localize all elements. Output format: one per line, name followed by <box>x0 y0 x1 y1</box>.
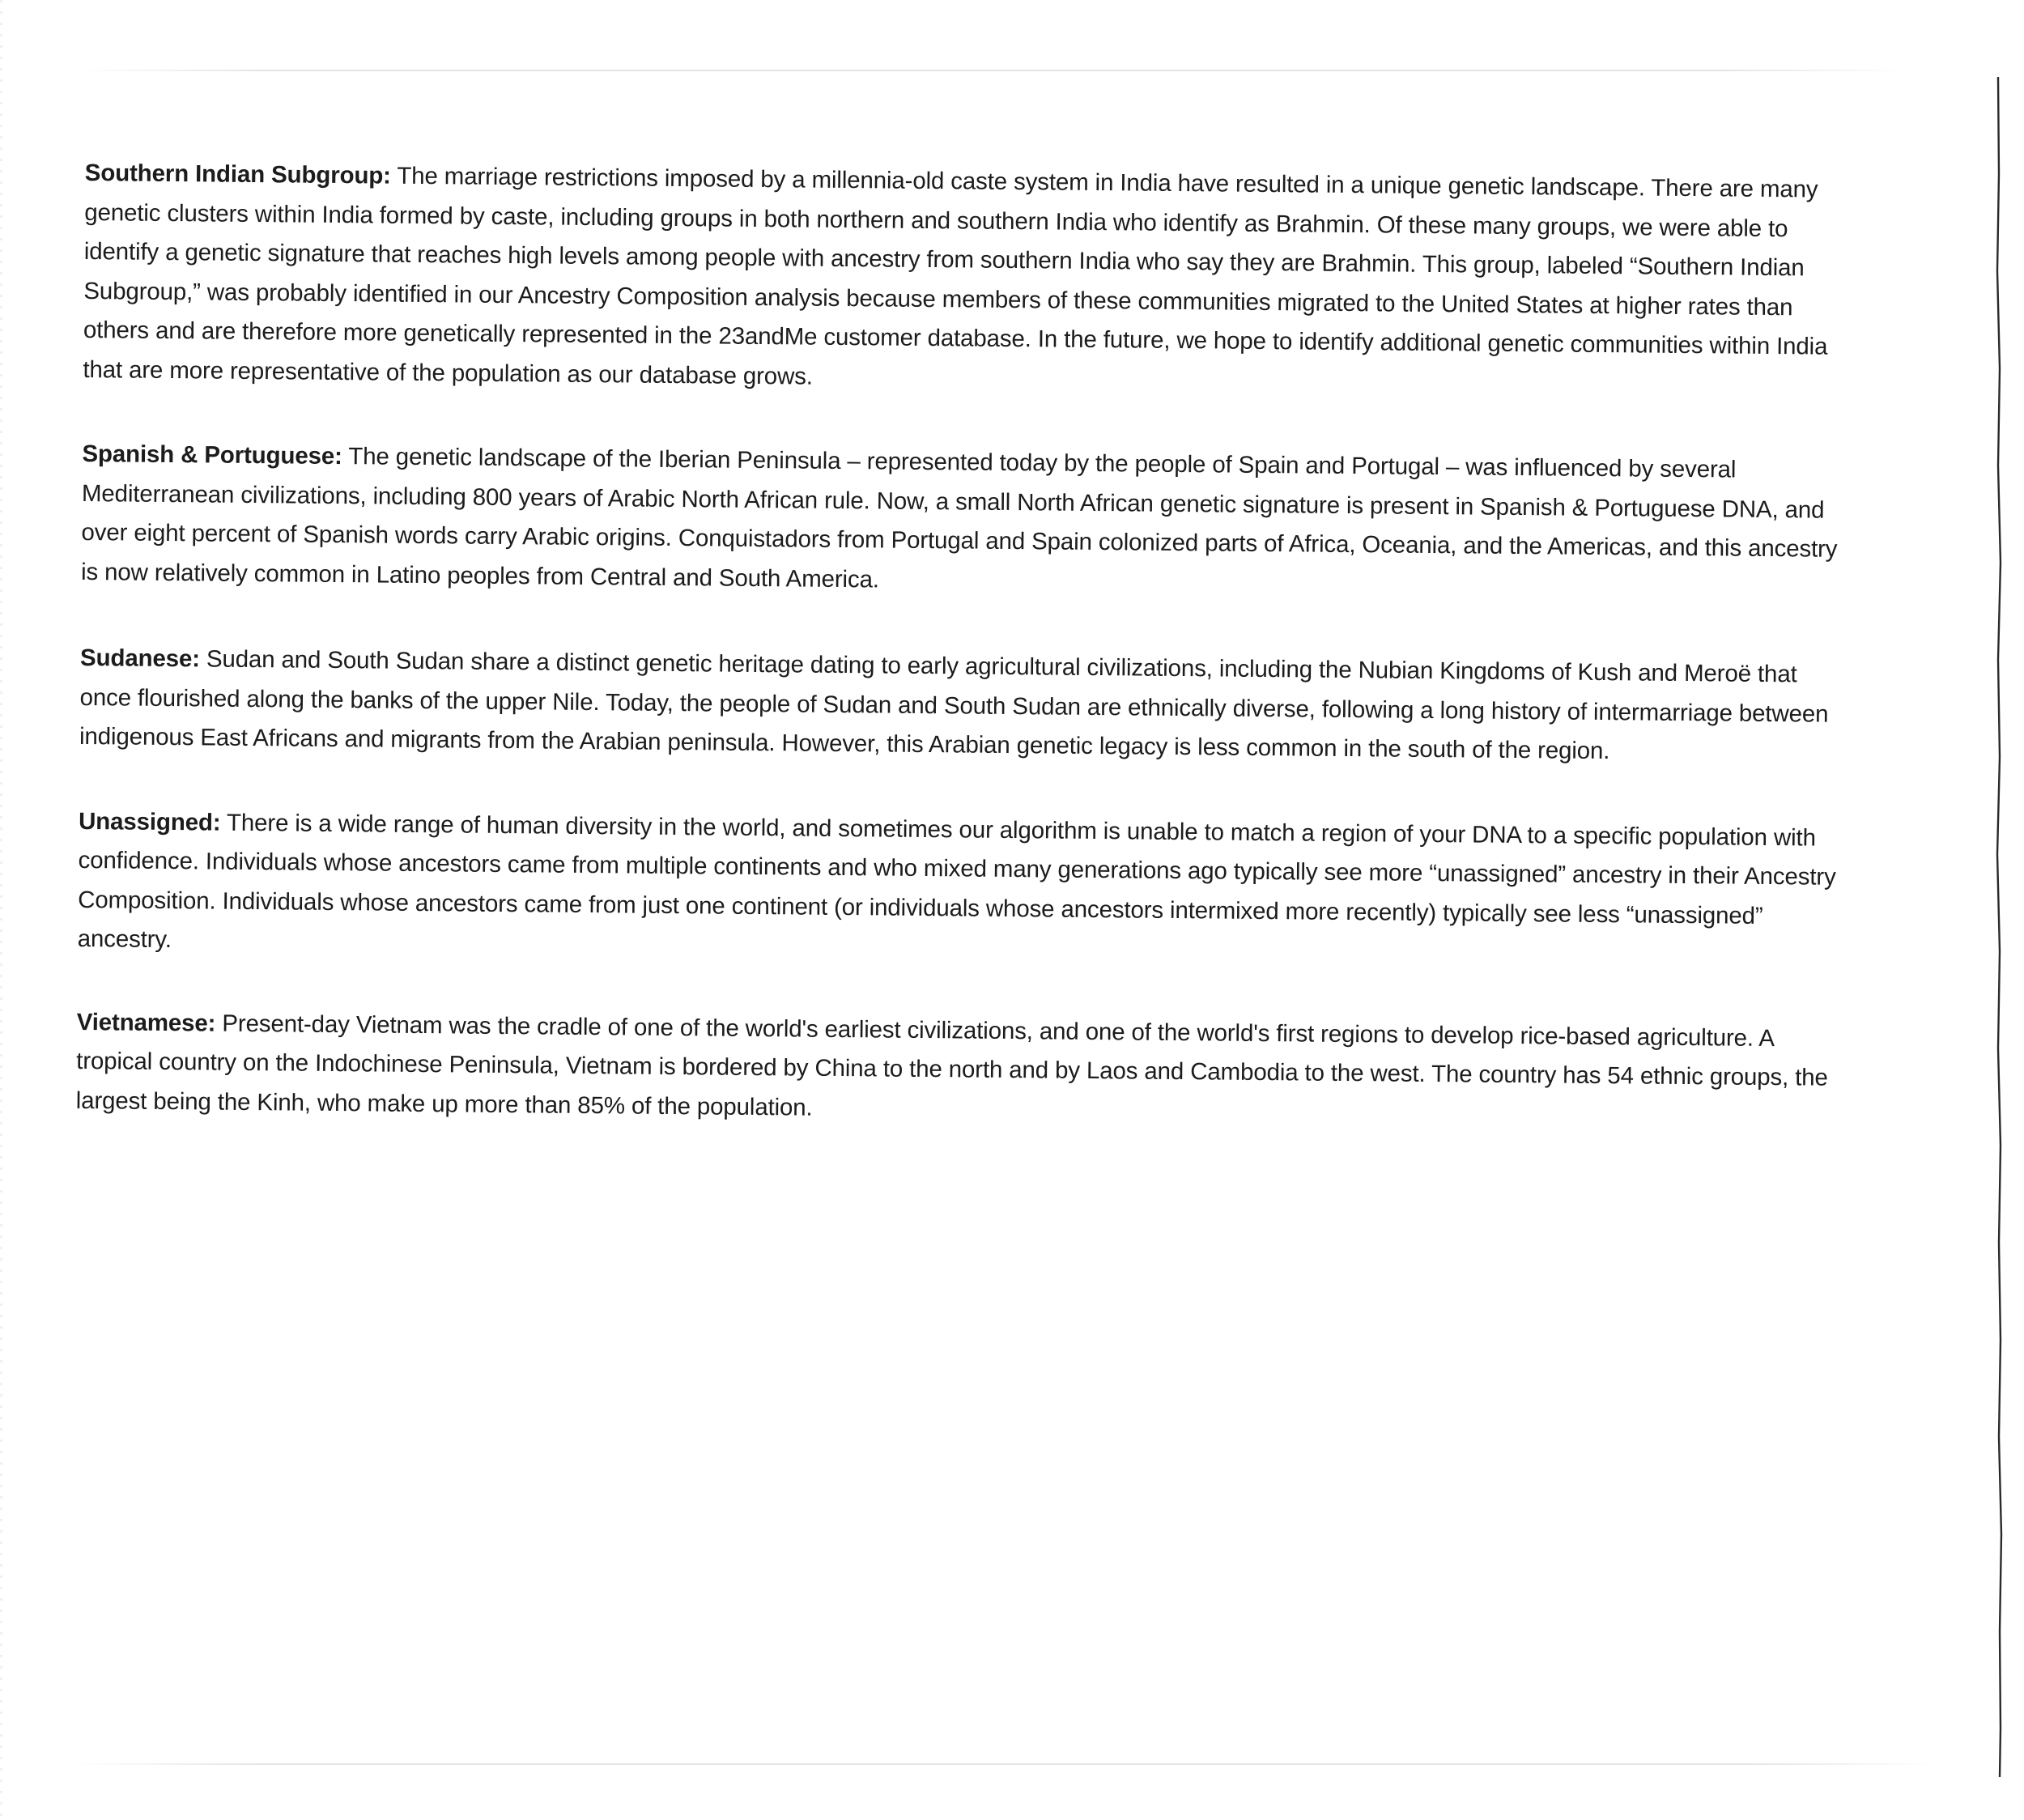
term-description: The genetic landscape of the Iberian Peninsula – represented today by the people of Spain and Portugal – was influenced by several Mediterranean civilizations, including 800 years of Arabic North African rule. Now, a small North African genetic signature is present in Spanish & Portuguese DNA, and over eight percent of Spanish words carry Arabic origins. Conquistadors from Portugal and Spain colonized parts of Africa, Oceania, and the Americas, and this ancestry is now relatively common in Latino peoples from Central and South America. <box>80 443 1838 593</box>
entry-vietnamese <box>76 1002 1842 1137</box>
glossary-content <box>75 154 1850 1181</box>
term-heading: Spanish & Portuguese: <box>82 440 342 470</box>
page-bottom-edge-shadow <box>73 1763 1935 1765</box>
entry-southern-indian-subgroup <box>83 154 1850 406</box>
page-right-torn-edge <box>1993 77 2003 1777</box>
term-description: Sudan and South Sudan share a distinct genetic heritage dating to early agricultural civilizations, including the Nubian Kingdoms of Kush and Meroë that once flourished along the banks of the upper Nile. Today, the people of Sudan and South Sudan are ethnically diverse, following a long history of intermarriage between indigenous East Africans and migrants from the Arabian peninsula. However, this Arabian genetic legacy is less common in the south of the region. <box>79 645 1829 765</box>
term-description: Present-day Vietnam was the cradle of one of the world's earliest civilizations, and one of the world's first regions to develop rice-based agriculture. A tropical country on the Indochinese Peninsula, Vietnam is bordered by China to the north and by Laos and Cambodia to the west. The country has 54 ethnic groups, the largest being the Kinh, who make up more than 85% of the population. <box>75 1010 1828 1121</box>
term-description: The marriage restrictions imposed by a millennia-old caste system in India have resulted in a unique genetic landscape. There are many genetic clusters within India formed by caste, including groups in both northern and southern India who identify as Brahmin. Of these many groups, we were able to identify a genetic signature that reaches high levels among people with ancestry from southern India who say they are Brahmin. This group, labeled “Southern Indian Subgroup,” was probably identified in our Ancestry Composition analysis because members of these communities migrated to the United States at higher rates than others and are therefore more genetically represented in the 23andMe customer database. In the future, we hope to identify additional genetic communities within India that are more representative of the population as our database grows. <box>83 162 1828 390</box>
entry-sudanese <box>79 639 1845 773</box>
term-heading: Sudanese: <box>79 644 201 673</box>
term-heading: Vietnamese: <box>76 1008 216 1037</box>
page-top-edge-shadow <box>73 70 1911 71</box>
entry-unassigned <box>77 802 1843 976</box>
term-description: There is a wide range of human diversity in the world, and sometimes our algorithm is unable to match a region of your DNA to a specific population with confidence. Individuals whose ancestors came from multiple continents and who mixed many generations ago typically see more “unassigned” ancestry in their Ancestry Composition. Individuals whose ancestors came from just one continent (or individuals whose ancestors intermixed more recently) typically see less “unassigned” ancestry. <box>77 809 1836 954</box>
entry-spanish-portuguese <box>81 435 1848 609</box>
page-left-edge-shadow <box>0 0 2 1820</box>
term-heading: Southern Indian Subgroup: <box>84 159 391 189</box>
term-heading: Unassigned: <box>78 807 221 836</box>
